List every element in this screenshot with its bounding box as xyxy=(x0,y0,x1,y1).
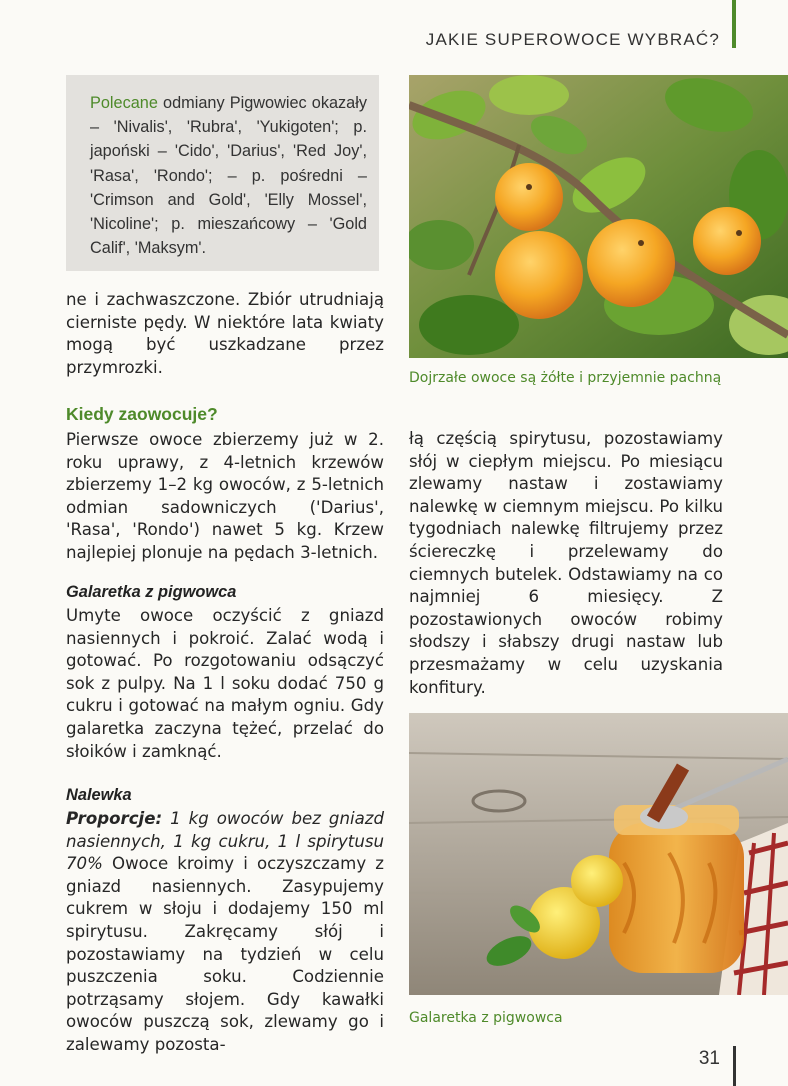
box-lead-word: Polecane xyxy=(90,94,158,112)
section-jelly xyxy=(66,583,384,763)
heading-when-fruits: Kiedy zaowocuje? xyxy=(66,404,218,424)
recommended-varieties-box xyxy=(66,75,379,271)
photo-caption-ripe-fruit: Dojrzałe owoce są żółte i przyjemnie pachną xyxy=(409,370,722,386)
proportions-label: Proporcje: xyxy=(66,809,163,828)
photo-caption-1-wrap xyxy=(409,368,733,388)
paragraph-jelly-recipe: Umyte owoce oczyścić z gniazd nasiennych i pokroić. Zalać wodą i gotować. Po rozgotowaniu odsączyć sok z pulpy. Na 1 l soku dodać 750 g cukru i gotować na małym ogniu. Gdy galaretka zaczyna tężeć, przelać do słoików i zamknąć. xyxy=(66,606,384,761)
running-header: JAKIE SUPEROWOCE WYBRAĆ? xyxy=(425,30,720,49)
liqueur-steps: Owoce kroimy i oczyszczamy z gniazd nasiennych. Zasypujemy cukrem w słoju i dodajemy 150 ml spirytusu. Zakręcamy słój i pozostawiamy na tydzień w celu puszczenia soku. Codziennie potrząsamy słojem. Gdy kawałki owoców puszczą sok, zlewamy go i zalewamy pozosta- xyxy=(66,854,384,1054)
heading-jelly: Galaretka z pigwowca xyxy=(66,583,237,601)
header-accent-bar xyxy=(732,0,736,48)
box-body: odmiany Pigwowiec okazały – 'Nivalis', 'Rubra', 'Yukigoten'; p. japoński – 'Cido', 'Darius', 'Red Joy', 'Rasa', 'Rondo'; – p. pośredni – 'Crimson and Gold', 'Elly Mossel', 'Nicoline'; p. mieszańcowy – 'Gold Calif', 'Maksym'. xyxy=(90,94,367,258)
paragraph-liqueur-recipe xyxy=(66,808,384,1057)
quince-fruit-photo xyxy=(409,75,788,358)
section-when xyxy=(66,404,384,565)
paragraph-liqueur-continued: łą częścią spirytusu, pozostawiamy słój w ciepłym miejscu. Po miesiącu zlewamy nastaw i zostawiamy nalewkę w ciemnym miejscu. Po kilku tygodniach nalewkę filtrujemy przez ściereczkę i przelewamy do ciemnych butelek. Odstawiamy na co najmniej 6 miesięcy. Z pozostawionych owoców robimy słodszy i słabszy drugi nastaw lub przesmażamy w celu uzyskania konfitury. xyxy=(409,429,723,697)
recommended-varieties-text xyxy=(90,91,367,260)
section-liqueur xyxy=(66,786,384,1057)
quince-jelly-photo xyxy=(409,713,788,995)
photo-caption-2-wrap xyxy=(409,1008,733,1028)
proportions-text: 1 kg owoców bez gniazd nasiennych, 1 kg cukru, 1 l spirytusu 70% xyxy=(66,809,384,874)
page-number: 31 xyxy=(698,1048,720,1069)
photo-caption-jelly: Galaretka z pigwowca xyxy=(409,1010,563,1026)
paragraph-yield: Pierwsze owoce zbierzemy już w 2. roku uprawy, z 4-letnich krzewów zbierzemy 1–2 kg owoców, z 5-letnich odmian sadowniczych ('Darius', 'Rasa', 'Rondo') nawet 5 kg. Krzew najlepiej plonuje na pędach 3-letnich. xyxy=(66,430,384,562)
footer-bar xyxy=(733,1046,736,1086)
left-column-top xyxy=(66,289,384,379)
paragraph-harvest: ne i zachwaszczone. Zbiór utrudniają cierniste pędy. W niektóre lata kwiaty mogą być uszkadzane przez przymrozki. xyxy=(66,290,384,377)
heading-liqueur: Nalewka xyxy=(66,786,132,804)
right-column-text xyxy=(409,428,723,699)
